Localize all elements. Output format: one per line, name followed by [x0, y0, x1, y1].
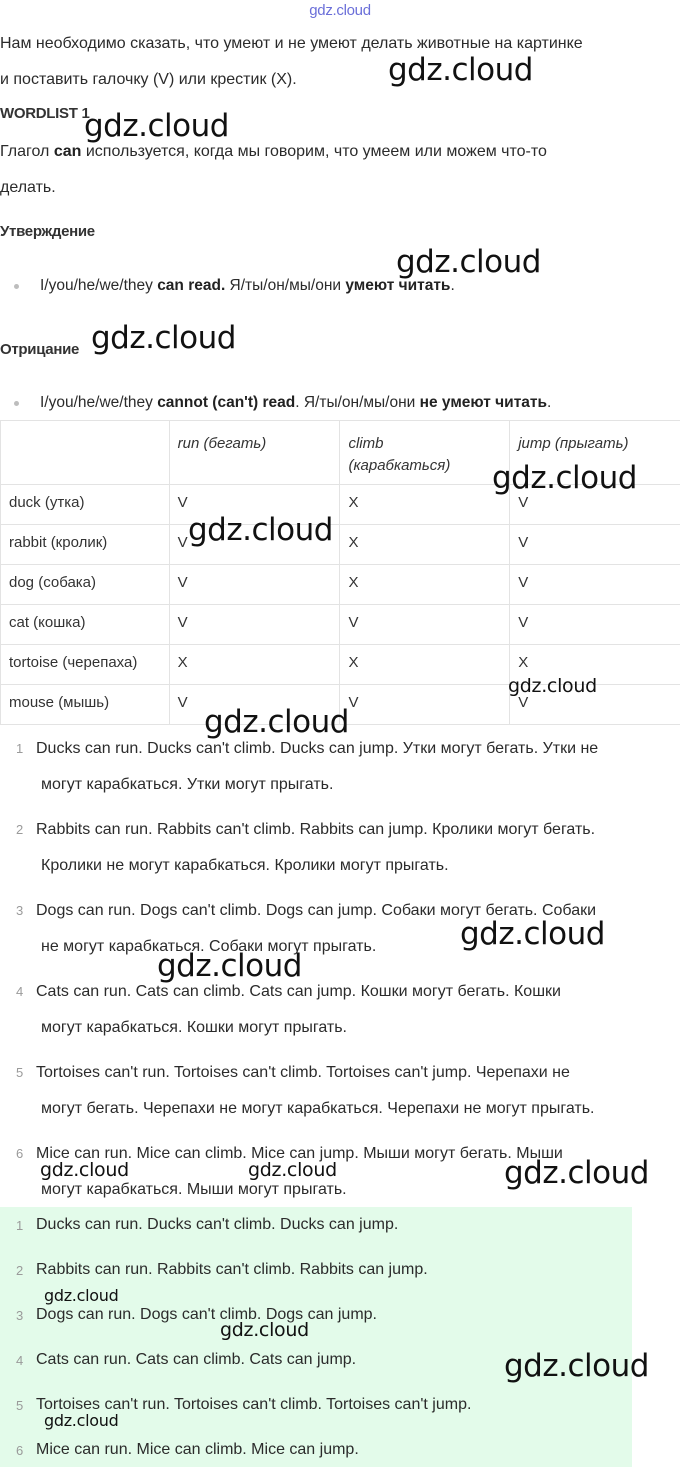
watermark: gdz.cloud — [44, 1286, 119, 1305]
answers-block: 1 Ducks can run. Ducks can't climb. Ducks can jump. 2 Rabbits can run. Rabbits can't climb. Rabbits can jump. 3 Dogs can run. Dogs can't climb. Dogs can jump. 4 Cats can run. Cats can climb. Cats can jump. 5 Tortoises can't run. Tortoises can't climb. Tortoises can't jump. 6 Mice can run. Mice can climb. Mice can jump. — [0, 1207, 632, 1467]
jump-cell: V — [510, 525, 680, 565]
animal-cell: duck (утка) — [1, 485, 170, 525]
watermark: gdz.cloud — [220, 1319, 309, 1341]
run-cell: X — [169, 645, 340, 685]
run-cell: V — [169, 565, 340, 605]
watermark: gdz.cloud — [84, 108, 229, 144]
jump-cell: V — [510, 565, 680, 605]
table-row — [1, 605, 680, 645]
jump-cell: V — [510, 605, 680, 645]
watermark: gdz.cloud — [44, 1411, 119, 1430]
watermark: gdz.cloud — [388, 52, 533, 88]
bullet-dot-icon — [14, 284, 19, 289]
jump-cell: V — [510, 685, 680, 725]
affirmative-heading: Утверждение — [0, 223, 95, 240]
watermark: gdz.cloud — [248, 1159, 337, 1181]
climb-cell: V — [340, 605, 510, 645]
watermark: gdz.cloud — [40, 1159, 129, 1181]
table-header-jump: jump (прыгать) — [510, 421, 680, 485]
animal-cell: rabbit (кролик) — [1, 525, 170, 565]
animal-cell: tortoise (черепаха) — [1, 645, 170, 685]
table-header-climb: climb (карабкаться) — [340, 421, 510, 485]
animal-cell: dog (собака) — [1, 565, 170, 605]
climb-cell: X — [340, 645, 510, 685]
rule-line-1: Глагол can используется, когда мы говорим, что умеем или можем что-то — [0, 143, 547, 160]
animal-cell: cat (кошка) — [1, 605, 170, 645]
watermark: gdz.cloud — [492, 460, 637, 496]
table-header-empty — [1, 421, 170, 485]
run-cell: V — [169, 485, 340, 525]
watermark: gdz.cloud — [188, 512, 333, 548]
table-header-run: run (бегать) — [169, 421, 340, 485]
watermark: gdz.cloud — [396, 244, 541, 280]
intro-line-1: Нам необходимо сказать, что умеют и не умеют делать животные на картинке — [0, 35, 583, 52]
table-row — [1, 525, 680, 565]
rule-line-2: делать. — [0, 179, 56, 196]
climb-cell: X — [340, 485, 510, 525]
site-logo[interactable]: gdz.cloud — [309, 2, 371, 19]
table-row — [1, 565, 680, 605]
animal-cell: mouse (мышь) — [1, 685, 170, 725]
bullet-dot-icon — [14, 401, 19, 406]
negative-heading: Отрицание — [0, 341, 80, 358]
wordlist-title: WORDLIST 1 — [0, 105, 90, 122]
intro-line-2: и поставить галочку (V) или крестик (X). — [0, 71, 297, 88]
climb-cell: V — [340, 685, 510, 725]
watermark: gdz.cloud — [504, 1155, 649, 1191]
climb-cell: X — [340, 525, 510, 565]
run-cell: V — [169, 685, 340, 725]
watermark: gdz.cloud — [508, 675, 597, 697]
watermark: gdz.cloud — [204, 704, 349, 740]
watermark: gdz.cloud — [504, 1348, 649, 1384]
run-cell: V — [169, 525, 340, 565]
watermark: gdz.cloud — [157, 948, 302, 984]
run-cell: V — [169, 605, 340, 645]
jump-cell: X — [510, 645, 680, 685]
watermark: gdz.cloud — [91, 320, 236, 356]
watermark: gdz.cloud — [460, 916, 605, 952]
climb-cell: X — [340, 565, 510, 605]
jump-cell: V — [510, 485, 680, 525]
